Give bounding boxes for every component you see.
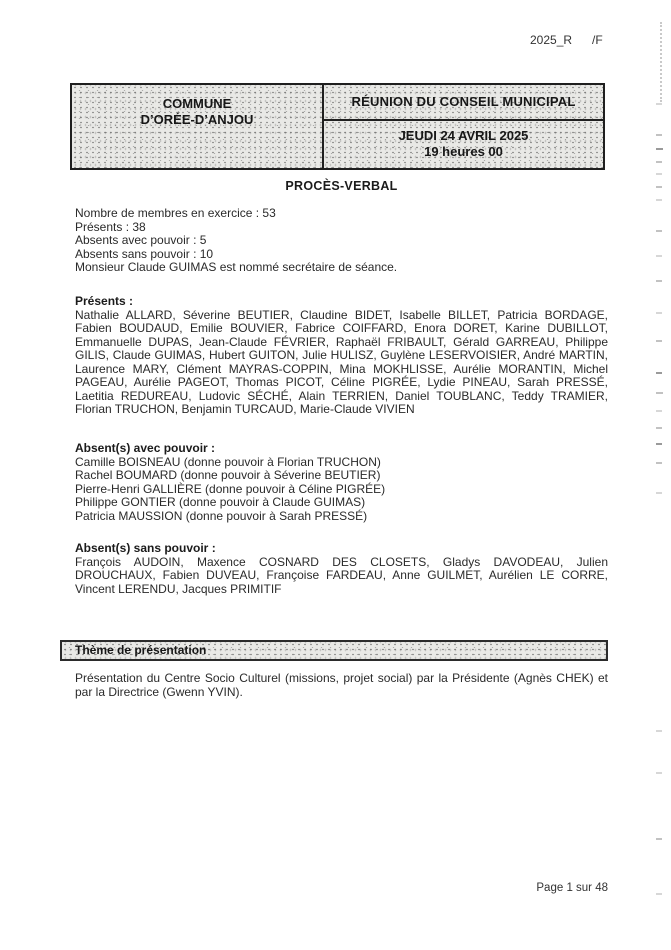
stat-line: Absents avec pouvoir : 5 (75, 233, 207, 247)
meeting-title: RÉUNION DU CONSEIL MUNICIPAL (324, 85, 603, 121)
stat-line: Absents sans pouvoir : 10 (75, 246, 214, 261)
meeting-datetime-cell (324, 121, 603, 168)
stat-line: Présents : 38 (75, 219, 146, 234)
scan-artifact (656, 492, 662, 494)
presents-section (75, 295, 608, 417)
absent-with-proxy-section (75, 442, 608, 523)
membership-stats (75, 207, 608, 275)
scan-artifact (656, 186, 662, 188)
absent-with-proxy-line: Rachel BOUMARD (donne pouvoir à Séverine BEUTIER) (75, 468, 381, 482)
scan-artifact (656, 772, 662, 774)
commune-line1: COMMUNE (162, 96, 232, 111)
scan-artifact (656, 730, 662, 732)
presents-heading: Présents : (75, 294, 134, 308)
meeting-cell (324, 85, 603, 168)
scan-artifact (656, 161, 662, 163)
page-number: Page 1 sur 48 (536, 882, 608, 894)
scan-artifact (656, 838, 662, 840)
scan-artifact (656, 280, 662, 282)
scan-artifact (656, 230, 662, 232)
scan-artifact (656, 443, 662, 445)
scan-artifact (656, 410, 662, 412)
presents-names: Nathalie ALLARD, Séverine BEUTIER, Claudine BIDET, Isabelle BILLET, Patricia BORDAGE, Fabien BOUDAUD, Emilie BOUVIER, Fabrice COIFFARD, Enora DORET, Karine DUBILLOT, Emmanuelle DUPAS, Jean-Claude FÉVRIER, Raphaël FRIBAULT, Gérald GARREAU, Philippe GILIS, Claude GUIMAS, Hubert GUITON, Julie HULISZ, Guylène LESERVOISIER, André MARTIN, Laurence MARY, Clément MAYRAS-COPPIN, Mina MOKHLISSE, Aurélie MORANTIN, Michel PAGEAU, Aurélie PAGEOT, Thomas PICOT, Céline PIGRÉE, Lydie PINEAU, Sarah PRESSÉ, Laetitia REDUREAU, Ludovic SÉCHÉ, Alain TERRIEN, Daniel TOUBLANC, Teddy TRAMIER, Florian TRUCHON, Benjamin TURCAUD, Marie-Claude VIVIEN (75, 307, 608, 416)
absent-with-proxy-heading: Absent(s) avec pouvoir : (75, 441, 216, 455)
absent-with-proxy-line: Patricia MAUSSION (donne pouvoir à Sarah PRESSÉ) (75, 508, 368, 523)
document-reference: 2025_R /F (530, 33, 603, 47)
stat-line: Nombre de membres en exercice : 53 (75, 206, 276, 220)
scan-artifact (656, 893, 662, 895)
commune-line2: D’ORÉE-D’ANJOU (140, 111, 254, 127)
scan-artifact (656, 199, 662, 201)
document-title: PROCÈS-VERBAL (285, 179, 398, 193)
absent-without-proxy-heading: Absent(s) sans pouvoir : (75, 541, 216, 555)
scan-artifact (656, 173, 662, 175)
absent-without-proxy-section (75, 542, 608, 596)
scan-artifact (656, 148, 663, 150)
meeting-date: JEUDI 24 AVRIL 2025 (398, 128, 529, 143)
stat-line: Monsieur Claude GUIMAS est nommé secrétaire de séance. (75, 260, 398, 274)
scan-artifact (660, 22, 662, 102)
scan-artifact (656, 372, 662, 374)
absent-with-proxy-line: Camille BOISNEAU (donne pouvoir à Florian TRUCHON) (75, 454, 381, 469)
meeting-time: 19 heures 00 (424, 143, 503, 159)
scan-artifact (656, 392, 663, 394)
absent-with-proxy-line: Pierre-Henri GALLIÈRE (donne pouvoir à Céline PIGRÉE) (75, 481, 386, 496)
header-table (70, 83, 605, 170)
scan-artifact (656, 255, 662, 257)
absent-without-proxy-names: François AUDOIN, Maxence COSNARD DES CLOSETS, Gladys DAVODEAU, Julien DROUCHAUX, Fabien DUVEAU, Françoise FARDEAU, Anne GUILMET, Aurélien LE CORRE, Vincent LERENDU, Jacques PRIMITIF (75, 554, 608, 596)
scan-artifact (656, 103, 662, 105)
scan-artifact (656, 134, 662, 136)
absent-with-proxy-line: Philippe GONTIER (donne pouvoir à Claude GUIMAS) (75, 495, 366, 509)
scan-artifact (656, 312, 662, 314)
theme-section-header: Thème de présentation (60, 640, 608, 661)
scan-artifact (656, 340, 662, 342)
scan-artifact (656, 462, 662, 464)
commune-cell (72, 85, 324, 168)
scan-artifact (656, 427, 662, 429)
theme-presentation-text: Présentation du Centre Socio Culturel (missions, projet social) par la Présidente (Agnès CHEK) et par la Directrice (Gwenn YVIN). (75, 671, 608, 699)
